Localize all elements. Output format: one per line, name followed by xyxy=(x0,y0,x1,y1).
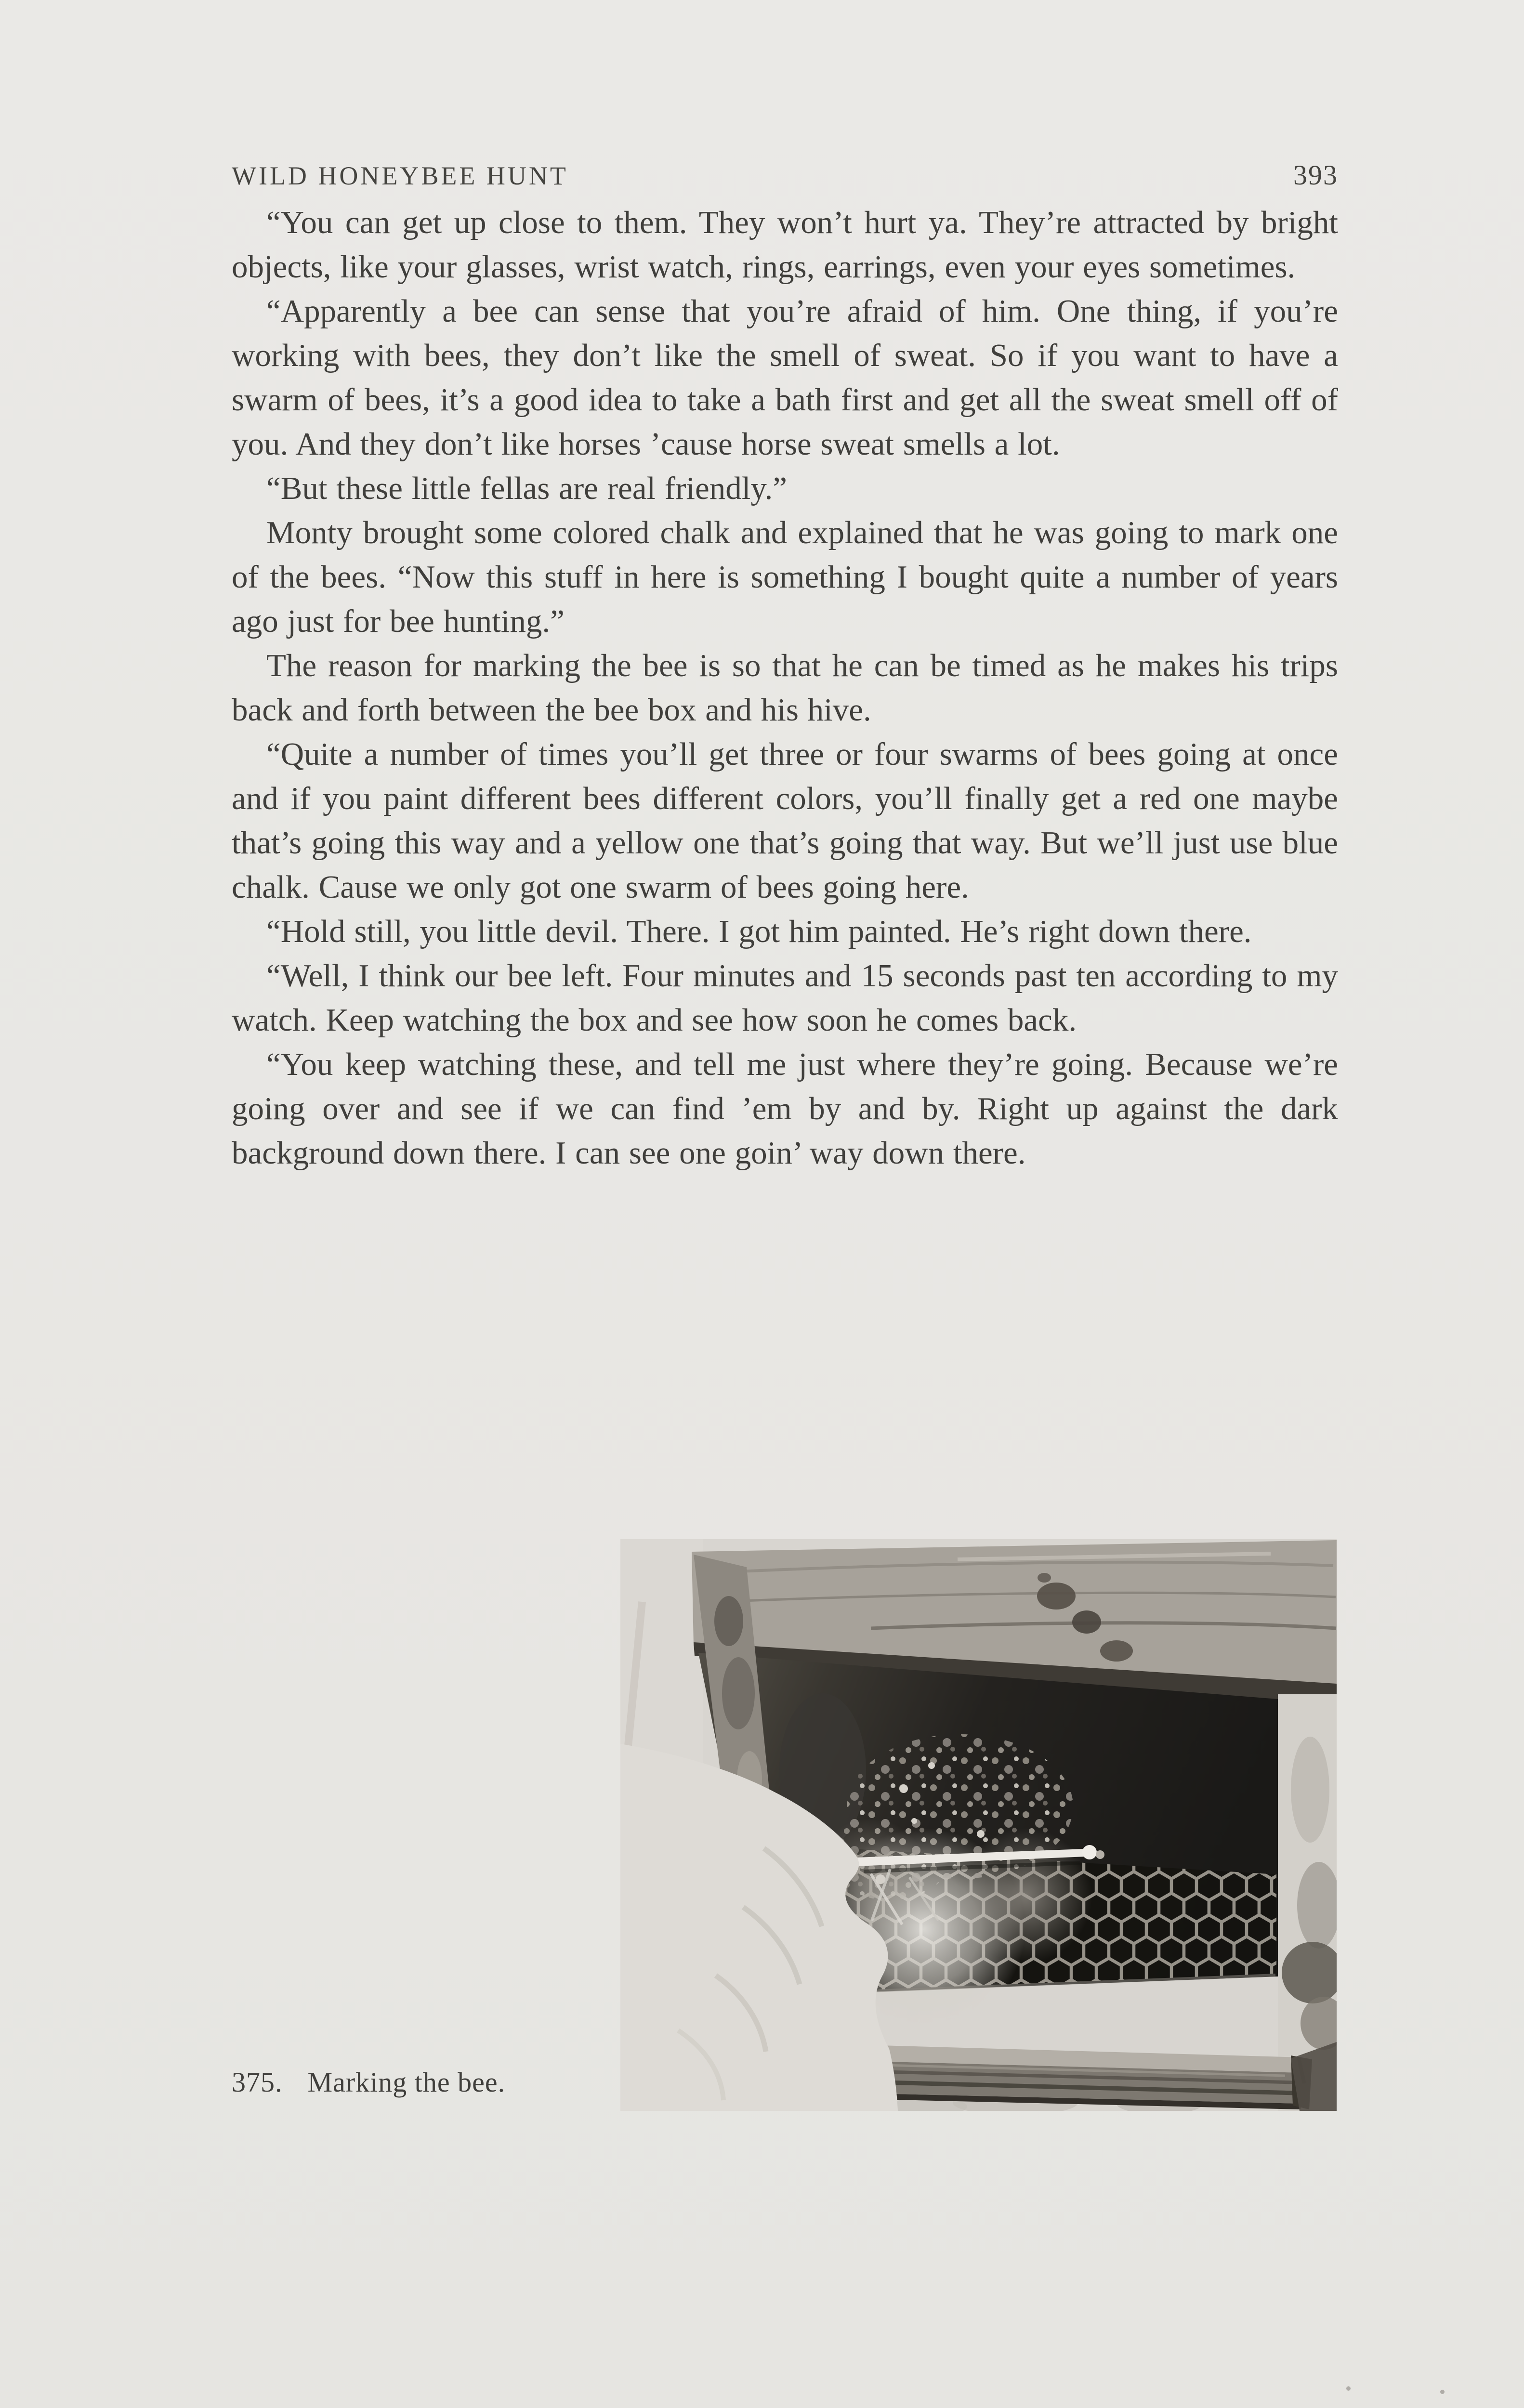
bee-box-photo-svg xyxy=(620,1539,1337,2111)
figure-number: 375. xyxy=(232,2067,283,2098)
figure-photo xyxy=(620,1539,1337,2111)
page-header xyxy=(232,159,1338,191)
figure-caption xyxy=(232,2066,505,2098)
chalk-tip xyxy=(1082,1845,1097,1859)
paragraph: “You keep watching these, and tell me just where they’re going. Because we’re going over and see if we can find ’em by and by. Right up against the dark background down there. I can see one goin’ way down there. xyxy=(232,1047,1338,1171)
paragraph: “Well, I think our bee left. Four minutes and 15 seconds past ten according to my watch. Keep watching the box and see how soon he comes back. xyxy=(232,958,1338,1038)
paragraph: The reason for marking the bee is so that he can be timed as he makes his trips back and forth between the bee box and his hive. xyxy=(232,648,1338,728)
paragraph: “Apparently a bee can sense that you’re afraid of him. One thing, if you’re working with bees, they don’t like the smell of sweat. So if you want to have a swarm of bees, it’s a good idea to take a bath first and get all the sweat smell off of you. And they don’t like horses ’cause horse sweat smells a lot. xyxy=(232,293,1338,462)
body-text xyxy=(232,200,1338,1175)
paper-speck xyxy=(1440,2390,1445,2394)
figure-caption-text: Marking the bee. xyxy=(307,2067,506,2098)
paragraph: Monty brought some colored chalk and explained that he was going to mark one of the bees. “Now this stuff in here is something I bought quite a number of years ago just for bee hunting.” xyxy=(232,515,1338,639)
paragraph: “But these little fellas are real friendly.” xyxy=(266,471,788,506)
running-title: WILD HONEYBEE HUNT xyxy=(232,161,568,190)
paper-speck xyxy=(1346,2386,1351,2391)
page-number: 393 xyxy=(1293,159,1338,191)
paragraph: “Quite a number of times you’ll get three or four swarms of bees going at once and if you paint different bees different colors, you’ll finally get a red one maybe that’s going this way and a yellow one that’s going that way. But we’ll just use blue chalk. Cause we only got one swarm of bees going here. xyxy=(232,736,1338,905)
paragraph: “You can get up close to them. They won’t hurt ya. They’re attracted by bright objects, like your glasses, wrist watch, rings, earrings, even your eyes sometimes. xyxy=(232,205,1338,285)
paragraph: “Hold still, you little devil. There. I got him painted. He’s right down there. xyxy=(266,914,1252,949)
